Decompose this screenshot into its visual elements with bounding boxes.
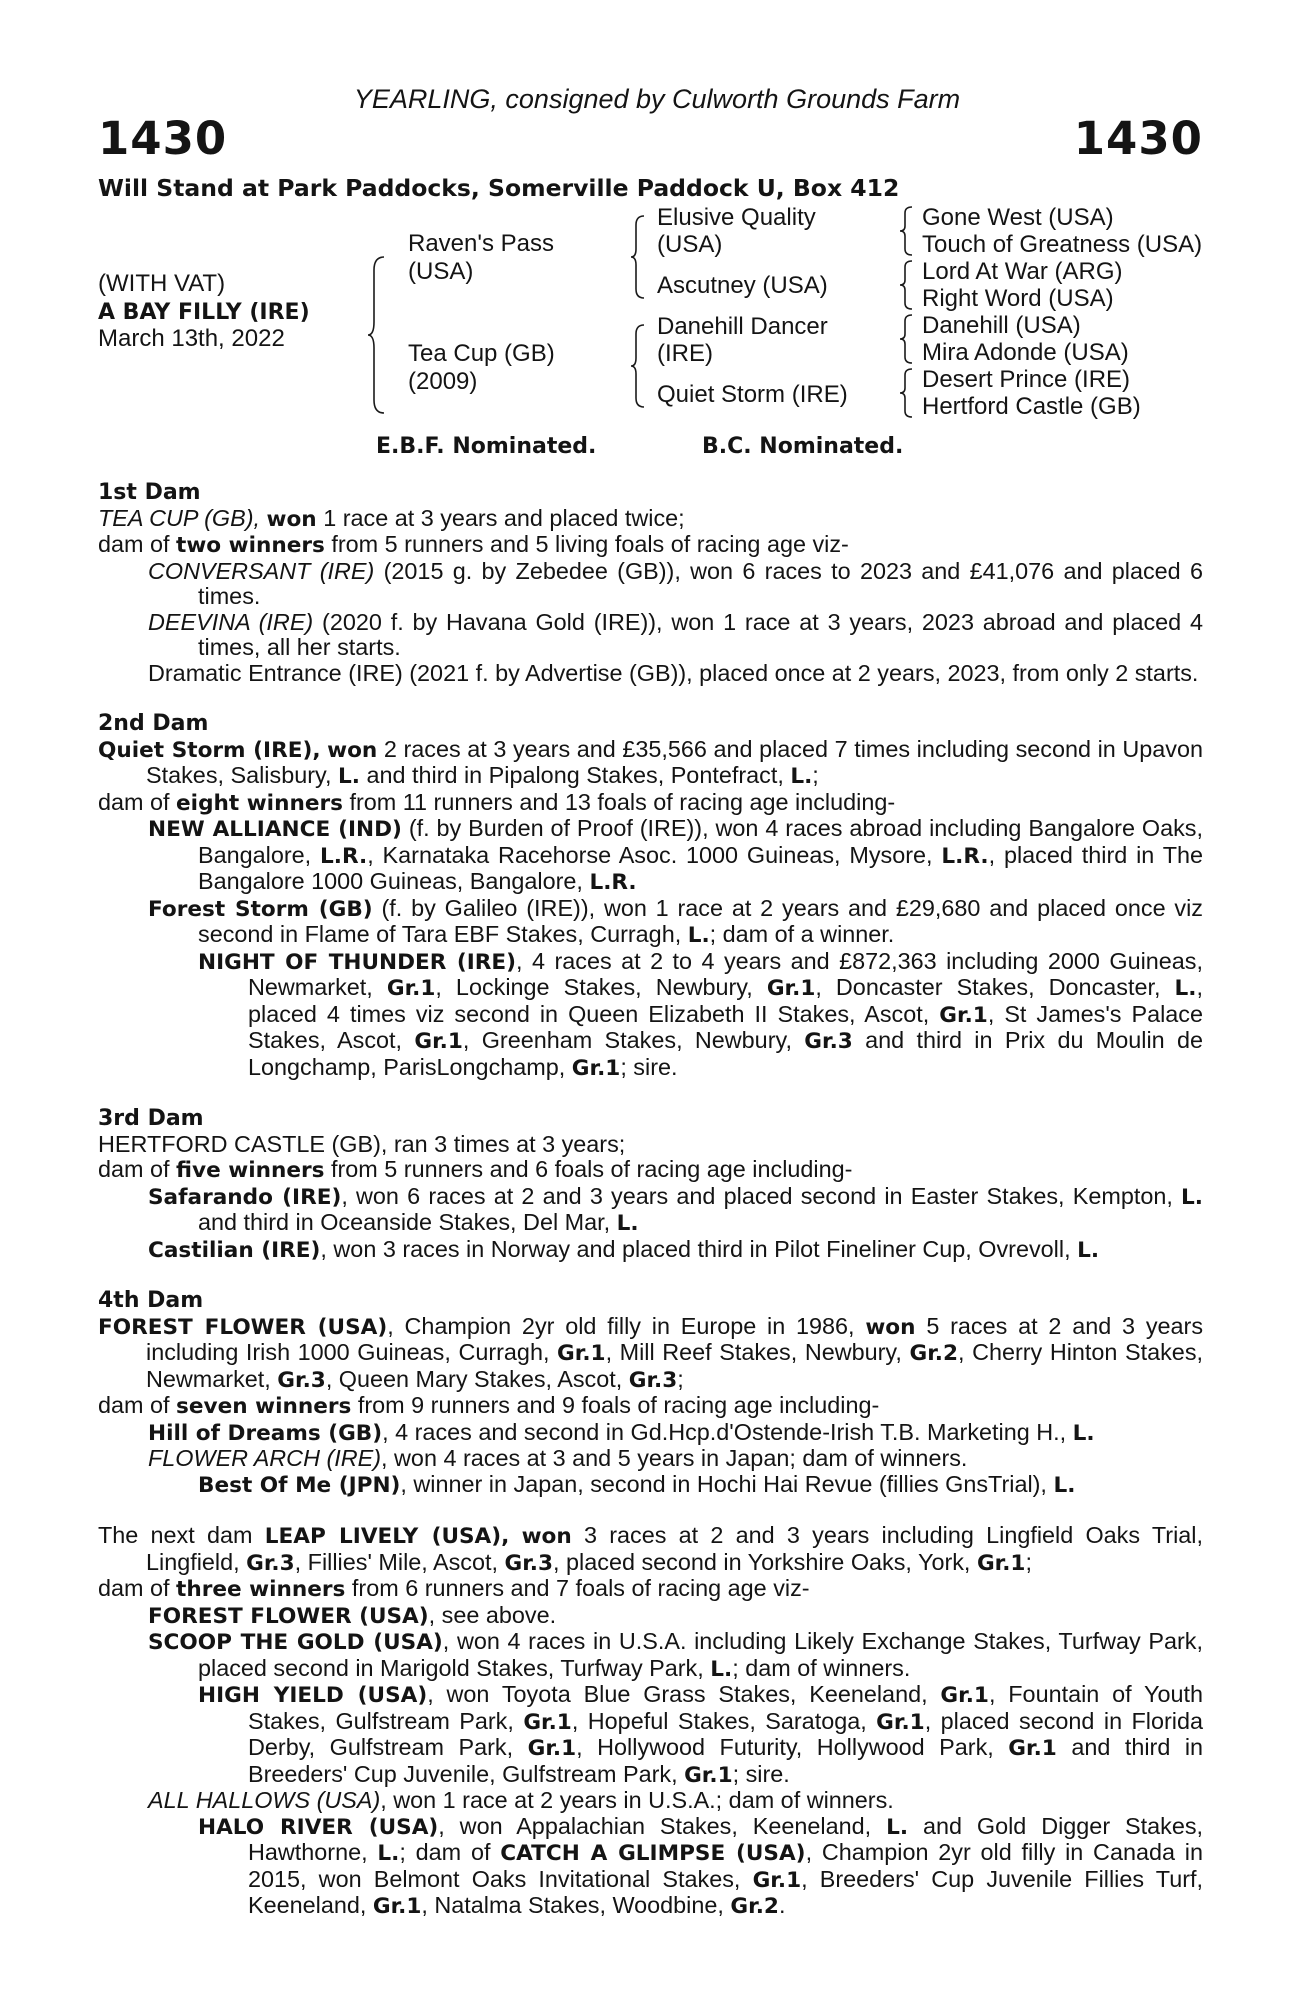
stabling-location: Will Stand at Park Paddocks, Somerville Paddock U, Box 412 (98, 174, 900, 202)
first-dam-record: TEA CUP (GB), won 1 race at 3 years and placed twice; (98, 504, 685, 532)
bc-nominated: B.C. Nominated. (702, 434, 904, 459)
dam-name-1: Tea Cup (GB) (408, 340, 555, 367)
fourth-dam-foal-2: FLOWER ARCH (IRE), won 4 races at 3 and 5 years in Japan; dam of winners. (148, 1445, 968, 1471)
brace-sire (632, 215, 648, 299)
next-dam-grandfoal-1: HIGH YIELD (USA), won Toyota Blue Grass Stakes, Keeneland, Gr.1, Fountain of Youth Stakes, Gulfstream Park, Gr.1, Hopeful Stakes, Saratoga, Gr.1, placed second in Florida Derby, Gulfstream Park, Gr.1, Hollywood Futurity, Hollywood Park, Gr.1 and third in Breeders' Cup Juvenile, Gulfstream Park, Gr.1; sire. (198, 1681, 1204, 1788)
fourth-dam-record: FOREST FLOWER (USA), Champion 2yr old filly in Europe in 1986, won 5 races at 2 and 3 years including Irish 1000 Guineas, Curragh, Gr.1, Mill Reef Stakes, Newbury, Gr.2, Cherry Hinton Stakes, Newmarket, Gr.3, Queen Mary Stakes, Ascot, Gr.3; (98, 1312, 1204, 1393)
fourth-dam-foal-1: Hill of Dreams (GB), 4 races and second in Gd.Hcp.d'Ostende-Irish T.B. Marketing H., L. (148, 1418, 1095, 1446)
sire-sire-dam: Touch of Greatness (USA) (922, 231, 1203, 258)
second-dam-foal-1: NEW ALLIANCE (IND) (f. by Burden of Proof (IRE)), won 4 races abroad including Bangalore Oaks, Bangalore, L.R., Karnataka Racehorse Asoc. 1000 Guineas, Mysore, L.R., placed third in The Bangalore 1000 Guineas, Bangalore, L.R. (148, 815, 1204, 895)
third-dam-produce: dam of five winners from 5 runners and 6 foals of racing age including- (98, 1156, 853, 1183)
lot-number-left: 1430 (98, 112, 228, 165)
lot-number-right: 1430 (1073, 112, 1203, 165)
next-dam-foal-1: FOREST FLOWER (USA), see above. (148, 1601, 557, 1629)
next-dam-record: The next dam LEAP LIVELY (USA), won 3 races at 2 and 3 years including Lingfield Oaks Trial, Lingfield, Gr.3, Fillies' Mile, Ascot, Gr.3, placed second in Yorkshire Oaks, York, Gr.1; (98, 1522, 1203, 1576)
second-dam-produce: dam of eight winners from 11 runners and 13 foals of racing age including- (98, 788, 896, 816)
second-dam-foal-2: Forest Storm (GB) (f. by Galileo (IRE)), won 1 race at 2 years and £29,680 and placed once viz second in Flame of Tara EBF Stakes, Curragh, L.; dam of a winner. (148, 894, 1203, 948)
fourth-dam-heading: 4th Dam (98, 1288, 204, 1313)
third-dam-foal-2: Castilian (IRE), won 3 races in Norway and placed third in Pilot Fineliner Cup, Ovrevoll, L. (148, 1235, 1100, 1263)
dam-sire-sire: Danehill (USA) (922, 312, 1081, 339)
dam-dam-dam: Hertford Castle (GB) (922, 393, 1141, 420)
fourth-dam-produce: dam of seven winners from 9 runners and 9 foals of racing age including- (98, 1392, 880, 1419)
brace-g3 (900, 314, 916, 364)
horse-name: A BAY FILLY (IRE) (98, 300, 310, 325)
sire-sire-2: (USA) (657, 231, 723, 258)
sire-dam-sire: Lord At War (ARG) (922, 258, 1123, 285)
brace-main (370, 256, 390, 414)
sire-sire-sire: Gone West (USA) (922, 204, 1114, 231)
next-dam-grandfoal-2: HALO RIVER (USA), won Appalachian Stakes, Keeneland, L. and Gold Digger Stakes, Hawthorne, L.; dam of CATCH A GLIMPSE (USA), Champion 2yr old filly in Canada in 2015, won Belmont Oaks Invitational Stakes, Gr.1, Breeders' Cup Juvenile Fillies Turf, Keeneland, Gr.1, Natalma Stakes, Woodbine, Gr.2. (198, 1812, 1204, 1919)
third-dam-record: HERTFORD CASTLE (GB), ran 3 times at 3 years; (98, 1130, 626, 1157)
sire-name-2: (USA) (408, 258, 474, 285)
second-dam-heading: 2nd Dam (98, 711, 209, 736)
next-dam-foal-3: ALL HALLOWS (USA), won 1 race at 2 years in U.S.A.; dam of winners. (148, 1787, 894, 1813)
first-dam-produce: dam of two winners from 5 runners and 5 living foals of racing age viz- (98, 531, 849, 558)
first-dam-foal-1: CONVERSANT (IRE) (2015 g. by Zebedee (GB)), won 6 races to 2023 and £41,076 and placed 6 times. (148, 557, 1203, 609)
sire-sire-1: Elusive Quality (657, 204, 816, 231)
dam-sire-2: (IRE) (657, 340, 713, 367)
third-dam-foal-1: Safarando (IRE), won 6 races at 2 and 3 years and placed second in Easter Stakes, Kempton, L. and third in Oceanside Stakes, Del Mar, L. (148, 1182, 1204, 1236)
dam-dam: Quiet Storm (IRE) (657, 381, 848, 408)
pedigree-notes (98, 480, 1203, 1920)
ebf-nominated: E.B.F. Nominated. (376, 434, 597, 459)
first-dam-foal-2: DEEVINA (IRE) (2020 f. by Havana Gold (IRE)), won 1 race at 3 years, 2023 abroad and placed 4 times, all her starts. (148, 608, 1204, 660)
brace-g2 (900, 260, 916, 310)
first-dam-foal-3: Dramatic Entrance (IRE) (2021 f. by Advertise (GB)), placed once at 2 years, 2023, from only 2 starts. (148, 659, 1199, 686)
second-dam-grandfoal-1: NIGHT OF THUNDER (IRE), 4 races at 2 to 4 years and £872,363 including 2000 Guineas, Newmarket, Gr.1, Lockinge Stakes, Newbury, Gr.1, Doncaster Stakes, Doncaster, L., placed 4 times viz second in Queen Elizabeth II Stakes, Ascot, Gr.1, St James's Palace Stakes, Ascot, Gr.1, Greenham Stakes, Newbury, Gr.3 and third in Prix du Moulin de Longchamp, ParisLongchamp, Gr.1; sire. (198, 947, 1204, 1081)
sire-dam: Ascutney (USA) (657, 272, 828, 299)
brace-dam (632, 324, 648, 408)
dam-name-2: (2009) (408, 368, 478, 395)
first-dam-heading: 1st Dam (98, 480, 201, 505)
foaling-date: March 13th, 2022 (98, 325, 285, 352)
dam-dam-sire: Desert Prince (IRE) (922, 366, 1131, 393)
dam-sire-dam: Mira Adonde (USA) (922, 339, 1129, 366)
brace-g4 (900, 368, 916, 418)
fourth-dam-grandfoal-1: Best Of Me (JPN), winner in Japan, second in Hochi Hai Revue (fillies GnsTrial), L. (198, 1470, 1076, 1498)
next-dam-foal-2: SCOOP THE GOLD (USA), won 4 races in U.S.A. including Likely Exchange Stakes, Turfway Park, placed second in Marigold Stakes, Turfway Park, L.; dam of winners. (148, 1628, 1203, 1682)
vat-note: (WITH VAT) (98, 270, 226, 297)
sire-name-1: Raven's Pass (408, 230, 554, 257)
second-dam-record: Quiet Storm (IRE), won 2 races at 3 years and £35,566 and placed 7 times including second in Upavon Stakes, Salisbury, L. and third in Pipalong Stakes, Pontefract, L.; (98, 735, 1204, 789)
next-dam-produce: dam of three winners from 6 runners and 7 foals of racing age viz- (98, 1575, 810, 1602)
brace-g1 (900, 206, 916, 256)
third-dam-heading: 3rd Dam (98, 1106, 204, 1131)
sire-dam-dam: Right Word (USA) (922, 285, 1114, 312)
dam-sire-1: Danehill Dancer (657, 313, 828, 340)
consignor-line: YEARLING, consigned by Culworth Grounds Farm (353, 84, 961, 114)
